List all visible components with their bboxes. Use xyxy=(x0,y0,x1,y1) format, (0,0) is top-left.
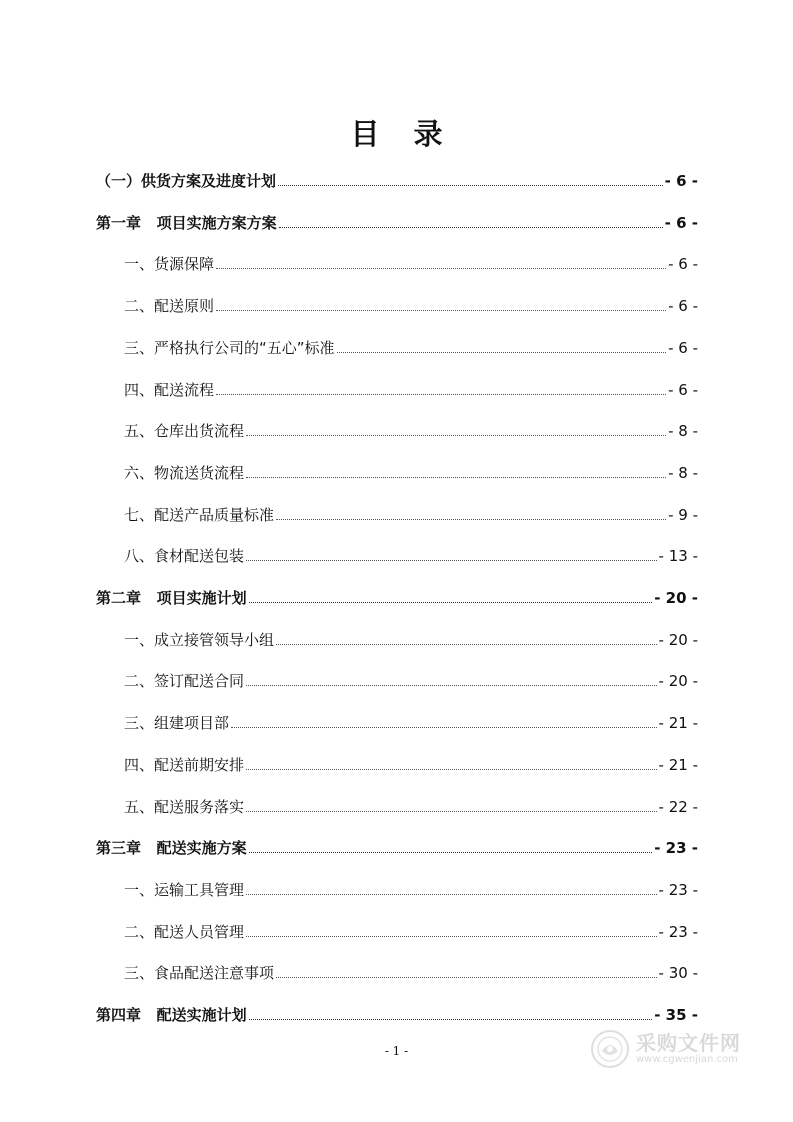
toc-entry-label: 六、物流送货流程 xyxy=(124,463,245,482)
watermark-text xyxy=(636,1032,741,1066)
toc-dot-leader xyxy=(246,811,657,812)
toc-section-entry[interactable] xyxy=(124,338,698,358)
toc-entry-page-number: - 22 - xyxy=(658,797,698,816)
toc-section-entry[interactable] xyxy=(124,380,698,400)
toc-entry-page-number: - 6 - xyxy=(668,255,698,274)
page-title: 目 录 xyxy=(350,117,455,151)
watermark-logo-icon xyxy=(590,1029,630,1069)
toc-chapter-entry[interactable] xyxy=(96,171,698,191)
toc-section-entry[interactable] xyxy=(124,296,698,316)
toc-section-entry[interactable] xyxy=(124,463,698,483)
toc-dot-leader xyxy=(246,560,657,561)
toc-dot-leader xyxy=(246,685,657,686)
toc-entry-page-number: - 8 - xyxy=(668,463,698,482)
toc-entry-page-number: - 20 - xyxy=(658,630,698,649)
toc-entry-label: 第二章 项目实施计划 xyxy=(96,589,247,607)
toc-dot-leader xyxy=(278,185,663,186)
toc-section-entry[interactable] xyxy=(124,880,698,900)
toc-chapter-entry[interactable] xyxy=(96,213,698,233)
toc-entry-label: 第一章 项目实施方案方案 xyxy=(96,213,277,232)
toc-section-entry[interactable] xyxy=(124,421,698,441)
toc-entry-page-number: - 6 - xyxy=(668,297,698,316)
toc-entry-label: 第四章 配送实施计划 xyxy=(96,1006,247,1024)
toc-entry-page-number: - 6 - xyxy=(664,172,698,190)
toc-entry-page-number: - 8 - xyxy=(668,422,698,441)
toc-section-entry[interactable] xyxy=(124,671,698,691)
toc-dot-leader xyxy=(246,435,666,436)
toc-dot-leader xyxy=(246,894,657,895)
toc-dot-leader xyxy=(216,268,666,269)
toc-entry-page-number: - 23 - xyxy=(658,922,698,941)
toc-entry-label: 二、签订配送合同 xyxy=(124,672,245,691)
toc-chapter-entry[interactable] xyxy=(96,1005,698,1025)
toc-dot-leader xyxy=(249,602,653,603)
toc-entry-page-number: - 13 - xyxy=(658,547,698,566)
toc-entry-label: 三、组建项目部 xyxy=(124,714,230,733)
toc-dot-leader xyxy=(279,227,663,228)
toc-chapter-entry[interactable] xyxy=(96,588,698,608)
toc-dot-leader xyxy=(276,644,657,645)
toc-entry-label: 二、配送原则 xyxy=(124,297,215,316)
toc-entry-label: 五、仓库出货流程 xyxy=(124,422,245,441)
toc-entry-label: 二、配送人员管理 xyxy=(124,922,245,941)
toc-entry-page-number: - 20 - xyxy=(658,672,698,691)
watermark xyxy=(590,1027,760,1071)
toc-entry-page-number: - 21 - xyxy=(658,714,698,733)
toc-dot-leader xyxy=(249,852,653,853)
toc-entry-page-number: - 20 - xyxy=(654,589,698,607)
toc-dot-leader xyxy=(276,519,666,520)
toc-section-entry[interactable] xyxy=(124,755,698,775)
toc-dot-leader xyxy=(216,394,666,395)
toc-dot-leader xyxy=(216,310,666,311)
watermark-name: 采购文件网 xyxy=(636,1031,741,1055)
toc-entry-label: 三、严格执行公司的“五心”标准 xyxy=(124,338,335,357)
toc-entry-page-number: - 6 - xyxy=(664,213,698,232)
toc-dot-leader xyxy=(231,727,657,728)
toc-entry-label: 一、货源保障 xyxy=(124,255,215,274)
toc-entry-page-number: - 6 - xyxy=(668,380,698,399)
toc-entry-label: 三、食品配送注意事项 xyxy=(124,964,275,983)
toc-entry-page-number: - 6 - xyxy=(668,338,698,357)
toc-entry-label: 五、配送服务落实 xyxy=(124,797,245,816)
toc-entry-label: （一）供货方案及进度计划 xyxy=(96,172,277,190)
toc-entry-page-number: - 23 - xyxy=(658,880,698,899)
toc-entry-page-number: - 21 - xyxy=(658,755,698,774)
toc-entry-page-number: - 30 - xyxy=(658,964,698,983)
toc-dot-leader xyxy=(249,1019,653,1020)
toc-dot-leader xyxy=(276,977,657,978)
toc-entry-page-number: - 23 - xyxy=(654,839,698,858)
toc-entry-label: 四、配送前期安排 xyxy=(124,755,245,774)
toc-section-entry[interactable] xyxy=(124,254,698,274)
toc-entry-label: 一、成立接管领导小组 xyxy=(124,630,275,649)
toc-dot-leader xyxy=(246,477,666,478)
toc-section-entry[interactable] xyxy=(124,922,698,942)
toc-section-entry[interactable] xyxy=(124,505,698,525)
toc-entry-label: 七、配送产品质量标准 xyxy=(124,505,275,524)
toc-section-entry[interactable] xyxy=(124,797,698,817)
toc-entry-label: 一、运输工具管理 xyxy=(124,880,245,899)
footer-page-number: - 1 - xyxy=(384,1044,409,1058)
toc-dot-leader xyxy=(246,936,657,937)
toc-section-entry[interactable] xyxy=(124,546,698,566)
toc-dot-leader xyxy=(337,352,667,353)
toc-section-entry[interactable] xyxy=(124,713,698,733)
toc-section-entry[interactable] xyxy=(124,963,698,983)
toc-chapter-entry[interactable] xyxy=(96,838,698,858)
toc-dot-leader xyxy=(246,769,657,770)
toc-entry-label: 四、配送流程 xyxy=(124,380,215,399)
toc-entry-label: 第三章 配送实施方案 xyxy=(96,839,247,858)
toc-entry-page-number: - 9 - xyxy=(668,505,698,524)
toc-section-entry[interactable] xyxy=(124,630,698,650)
watermark-url: www.cgwenjian.com xyxy=(636,1054,738,1065)
toc-entry-label: 八、食材配送包装 xyxy=(124,547,245,566)
toc-entry-page-number: - 35 - xyxy=(654,1006,698,1024)
